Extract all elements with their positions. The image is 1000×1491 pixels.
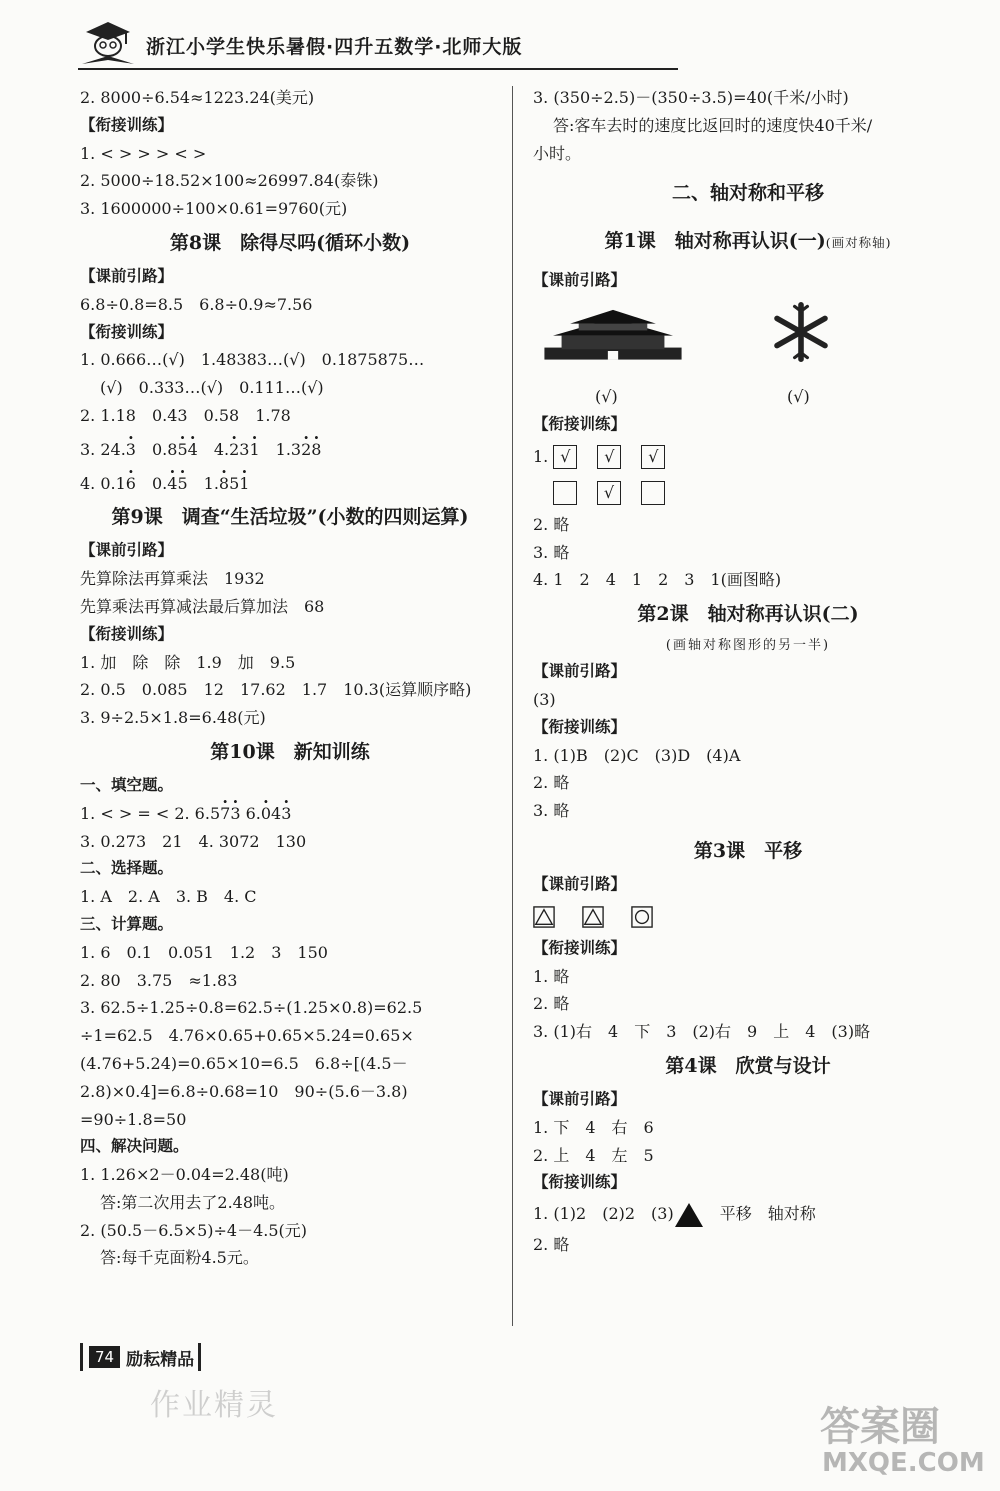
section-label: 【衔接训练】 <box>80 115 174 134</box>
circle-in-square-icon <box>631 906 653 928</box>
filled-triangle-icon <box>674 1202 704 1228</box>
lesson-heading: 第9课 调查“生活垃圾”(小数的四则运算) <box>111 506 469 529</box>
answer-line: (4.76+5.24)=0.65×10=6.5 6.8÷[(4.5－ <box>80 1053 408 1073</box>
repeat-digit: · 1 <box>249 436 259 464</box>
answer-line: 1. < > > > < > <box>80 143 207 163</box>
checked-box: √ <box>553 445 577 469</box>
lesson-heading: 第2课 轴对称再认识(二) <box>637 603 859 626</box>
answer-line: 2. 8000÷6.54≈1223.24(美元) <box>80 88 315 107</box>
section-label: 三、计算题。 <box>80 914 174 933</box>
answer-line: 1. 6 0.1 0.051 1.2 3 150 <box>80 942 328 962</box>
answer-line: 答:客车去时的速度比返回时的速度快40千米/ <box>553 115 873 135</box>
text-run: 0.8 <box>135 439 178 459</box>
lesson-note: (画轴对称图形的另一半) <box>665 638 831 654</box>
answer-line: 6.8÷0.8=8.5 6.8÷0.9≈7.56 <box>80 294 313 314</box>
header-rule <box>78 68 678 70</box>
figure-marks <box>533 383 963 411</box>
section-label: 【衔接训练】 <box>533 414 627 433</box>
section-label: 四、解决问题。 <box>80 1137 189 1156</box>
footer-bar <box>80 1343 83 1371</box>
left-column <box>80 84 500 1272</box>
answer-line: 先算乘法再算减法最后算加法 68 <box>80 596 325 616</box>
page-title: 浙江小学生快乐暑假·四升五数学·北师大版 <box>146 36 523 58</box>
answer-line: (3) <box>533 689 556 709</box>
repeat-digit: · 3 <box>126 436 136 464</box>
text-run: 平移 轴对称 <box>703 1204 816 1224</box>
lesson-note: (画对称轴) <box>825 235 892 251</box>
text-run: 1.3 <box>259 439 302 459</box>
answer-line: 先算除法再算乘法 1932 <box>80 569 265 589</box>
checked-box: √ <box>641 445 665 469</box>
watermark: 答案圈 <box>820 1404 940 1450</box>
text-run: 5 <box>229 473 240 493</box>
answer-line <box>533 1197 963 1231</box>
text-run: 4. <box>197 439 230 459</box>
repeat-digit: · 8 <box>219 470 229 498</box>
repeat-digit: · 8 <box>311 436 321 464</box>
answer-line: 答:每千克面粉4.5元。 <box>100 1248 259 1268</box>
lesson-heading: 第3课 平移 <box>693 839 803 862</box>
text-run: 0. <box>135 473 168 493</box>
checked-box: √ <box>597 481 621 505</box>
empty-box <box>553 481 577 505</box>
column-divider <box>512 86 513 1326</box>
lesson-heading: 第10课 新知训练 <box>210 740 370 763</box>
text-run: 3 <box>239 439 250 459</box>
lesson-heading: 第4课 欣赏与设计 <box>665 1054 831 1077</box>
text-run: 1. (1)2 (2)2 (3) <box>533 1204 674 1224</box>
section-label: 【衔接训练】 <box>533 1173 627 1192</box>
answer-line: 3. (1)右 4 下 3 (2)右 9 上 4 (3)略 <box>533 1022 871 1042</box>
answer-line: 1. 下 4 右 6 <box>533 1117 654 1137</box>
answer-line: 1. 0.666…(√) 1.48383…(√) 0.1875875… <box>80 350 425 370</box>
section-label: 【衔接训练】 <box>80 624 174 643</box>
repeat-digit: · 4 <box>188 436 198 464</box>
section-label: 【课前引路】 <box>80 541 174 560</box>
answer-line: 小时。 <box>533 143 582 163</box>
answer-line: 2.8)×0.4]=6.8÷0.68=10 90÷(5.6－3.8) <box>80 1081 408 1101</box>
answer-line: 2. 略 <box>533 1235 570 1255</box>
text-run: 4. 0.1 <box>80 473 126 493</box>
footer-bar <box>198 1343 201 1371</box>
answer-line: 2. 略 <box>533 773 570 793</box>
answer-line: 4. 1 2 4 1 2 3 1(画图略) <box>533 570 782 590</box>
lesson-title: 第1课 轴对称再认识(一) <box>604 230 826 253</box>
answer-line: 2. (50.5－6.5×5)÷4－4.5(元) <box>80 1220 308 1240</box>
answer-line: 3. 0.273 21 4. 3072 130 <box>80 831 307 851</box>
triangle-in-square-icon <box>582 906 604 928</box>
section-label: 【课前引路】 <box>533 874 627 893</box>
repeat-digit: · 0 <box>261 800 271 828</box>
repeat-digit: · 6 <box>126 470 136 498</box>
answer-line: 2. 上 4 左 5 <box>533 1145 654 1165</box>
section-label: 【课前引路】 <box>80 266 174 285</box>
figure-mark: (√) <box>595 387 618 407</box>
page-footer <box>80 1343 201 1375</box>
answer-line: 3. 1600000÷100×0.61=9760(元) <box>80 199 348 219</box>
page-header <box>78 18 678 70</box>
shape-row <box>533 899 963 935</box>
text-run: 1. < > = < 2. 6.5 <box>80 803 221 823</box>
repeating-decimal-line <box>80 470 500 498</box>
repeat-digit: · 1 <box>239 470 249 498</box>
repeat-digit: · 3 <box>230 800 240 828</box>
lesson-heading: 第8课 除得尽吗(循环小数) <box>169 231 411 254</box>
page-number: 74 <box>89 1346 120 1368</box>
answer-line: 2. 1.18 0.43 0.58 1.78 <box>80 405 291 425</box>
answer-line: ÷1=62.5 4.76×0.65+0.65×5.24=0.65× <box>80 1026 414 1046</box>
answer-line: 2. 80 3.75 ≈1.83 <box>80 970 238 990</box>
section-label: 二、选择题。 <box>80 859 174 878</box>
answer-line: 答:第二次用去了2.48吨。 <box>100 1192 286 1212</box>
repeating-decimal-line <box>80 800 500 828</box>
watermark: 作业精灵 <box>150 1388 278 1423</box>
answer-line: 3. 9÷2.5×1.8=6.48(元) <box>80 708 266 728</box>
answer-line: 1. 加 除 除 1.9 加 9.5 <box>80 652 296 672</box>
answer-line: 1. (1)B (2)C (3)D (4)A <box>533 745 741 765</box>
unit-heading: 二、轴对称和平移 <box>671 182 824 205</box>
question-number: 1. <box>533 446 549 466</box>
answer-line: 2. 5000÷18.52×100≈26997.84(泰铢) <box>80 171 379 191</box>
section-label: 【课前引路】 <box>533 271 627 290</box>
student-reading-logo-icon <box>78 20 140 66</box>
repeat-digit: · 2 <box>301 436 311 464</box>
section-label: 【课前引路】 <box>533 662 627 681</box>
empty-box <box>641 481 665 505</box>
answer-line: 3. 62.5÷1.25÷0.8=62.5÷(1.25×0.8)=62.5 <box>80 998 423 1018</box>
repeating-decimal-line <box>80 436 500 464</box>
watermark: MXQE.COM <box>822 1448 985 1478</box>
answer-line: 3. 略 <box>533 542 570 562</box>
text-run: 4 <box>271 803 282 823</box>
checked-box: √ <box>597 445 621 469</box>
section-label: 【衔接训练】 <box>533 717 627 736</box>
checkbox-row <box>533 475 963 511</box>
text-run: 1. <box>187 473 219 493</box>
repeat-digit: · 7 <box>220 800 230 828</box>
section-label: 一、填空题。 <box>80 775 174 794</box>
answer-line: 3. 略 <box>533 801 570 821</box>
answer-line: 2. 略 <box>533 994 570 1014</box>
snowflake-icon <box>769 297 833 367</box>
answer-line: 1. 1.26×2－0.04=2.48(吨) <box>80 1165 289 1185</box>
right-column <box>533 84 963 1259</box>
checkbox-row <box>533 439 963 475</box>
text-run: 6. <box>240 803 261 823</box>
repeat-digit: · 5 <box>177 436 187 464</box>
repeat-digit: · 2 <box>229 436 239 464</box>
repeat-digit: · 3 <box>281 800 291 828</box>
section-label: 【衔接训练】 <box>80 322 174 341</box>
brand-label: 励耘精品 <box>126 1349 195 1370</box>
figure-row <box>533 295 963 383</box>
answer-line: (√) 0.333…(√) 0.111…(√) <box>100 378 324 398</box>
answer-line: 3. (350÷2.5)－(350÷3.5)=40(千米/小时) <box>533 88 849 107</box>
lesson-heading <box>533 221 963 261</box>
triangle-in-square-icon <box>533 906 555 928</box>
answer-line: =90÷1.8=50 <box>80 1109 187 1129</box>
figure-mark: (√) <box>787 387 810 407</box>
tiananmen-gate-icon <box>533 303 693 363</box>
answer-line: 1. A 2. A 3. B 4. C <box>80 887 257 907</box>
answer-line: 2. 略 <box>533 514 570 534</box>
text-run: 3. 24. <box>80 439 126 459</box>
section-label: 【衔接训练】 <box>533 938 627 957</box>
answer-line: 2. 0.5 0.085 12 17.62 1.7 10.3(运算顺序略) <box>80 680 472 700</box>
answer-line: 1. 略 <box>533 966 570 986</box>
repeat-digit: · 5 <box>177 470 187 498</box>
section-label: 【课前引路】 <box>533 1089 627 1108</box>
repeat-digit: · 4 <box>167 470 177 498</box>
